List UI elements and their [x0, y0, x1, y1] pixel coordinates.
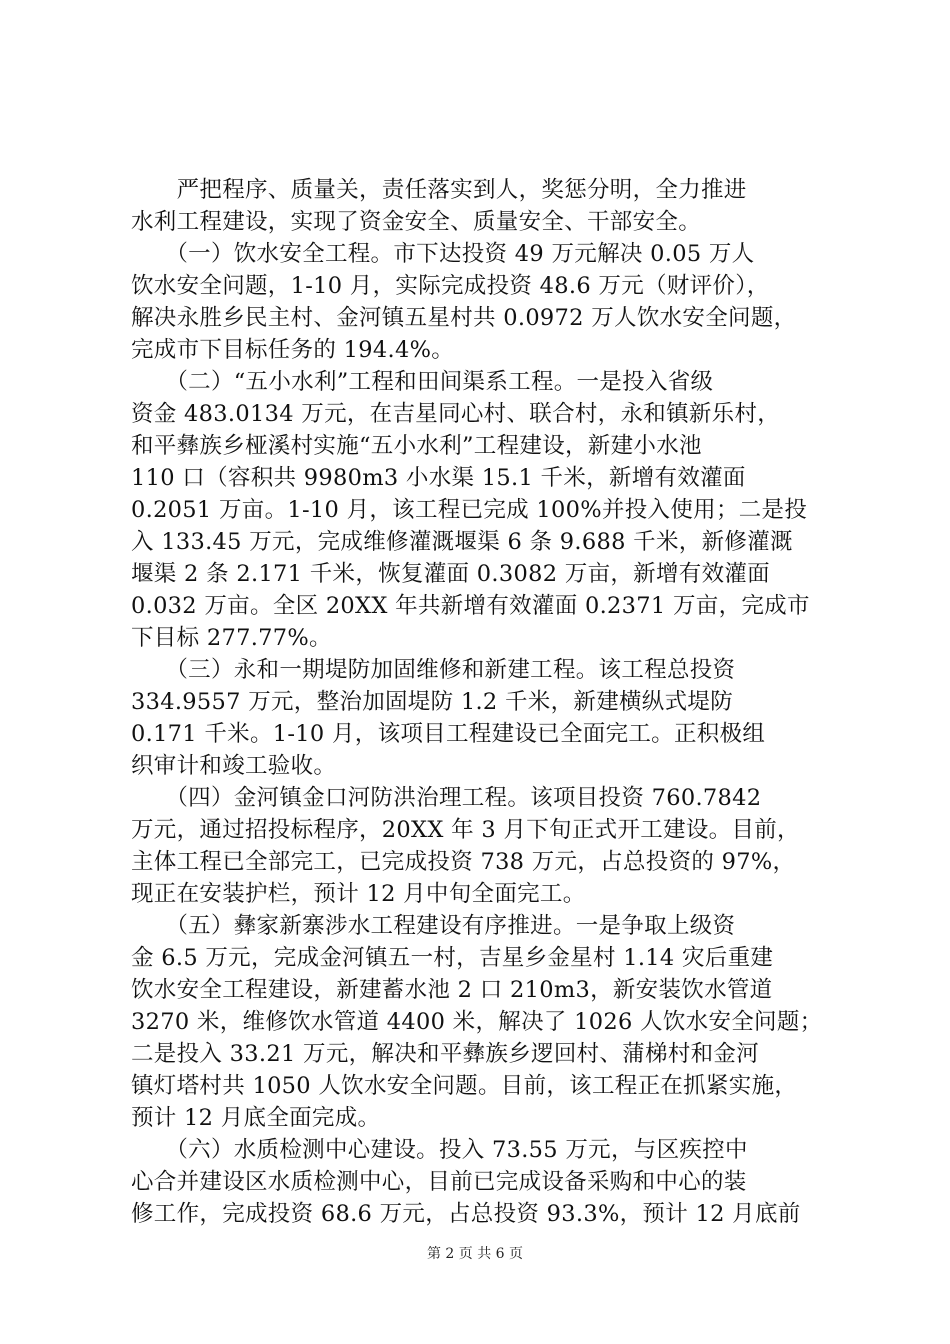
text-line: 和平彝族乡桠溪村实施“五小水利”工程建设，新建小水池	[131, 433, 702, 459]
text-line: 334.9557 万元，整治加固堤防 1.2 千米，新建横纵式堤防	[131, 689, 733, 715]
text-line: 饮水安全问题，1-10 月，实际完成投资 48.6 万元（财评价），	[131, 273, 770, 299]
text-line: （一）饮水安全工程。市下达投资 49 万元解决 0.05 万人	[131, 241, 755, 267]
text-line: 镇灯塔村共 1050 人饮水安全问题。目前，该工程正在抓紧实施，	[131, 1073, 798, 1099]
text-line: 堰渠 2 条 2.171 千米，恢复灌面 0.3082 万亩，新增有效灌面	[131, 561, 770, 587]
text-line: 预计 12 月底全面完成。	[131, 1105, 381, 1131]
text-line: 金 6.5 万元，完成金河镇五一村，吉星乡金星村 1.14 灾后重建	[131, 945, 774, 971]
text-line: 心合并建设区水质检测中心，目前已完成设备采购和中心的装	[131, 1169, 747, 1195]
text-line: 织审计和竣工验收。	[131, 753, 337, 779]
text-line: （五）彝家新寨涉水工程建设有序推进。一是争取上级资	[131, 913, 736, 939]
text-line: 110 口（容积共 9980m3 小水渠 15.1 千米，新增有效灌面	[131, 465, 746, 491]
text-line: 主体工程已全部完工，已完成投资 738 万元，占总投资的 97%，	[131, 849, 796, 875]
text-line: 3270 米，维修饮水管道 4400 米，解决了 1026 人饮水安全问题；	[131, 1009, 823, 1035]
document-body	[131, 174, 831, 1230]
text-line: 完成市下目标任务的 194.4%。	[131, 337, 455, 363]
text-line: 0.032 万亩。全区 20XX 年共新增有效灌面 0.2371 万亩，完成市	[131, 593, 810, 619]
text-line: 现正在安装护栏，预计 12 月中旬全面完工。	[131, 881, 586, 907]
text-line: （二）“五小水利”工程和田间渠系工程。一是投入省级	[131, 369, 714, 395]
text-line: 修工作，完成投资 68.6 万元，占总投资 93.3%，预计 12 月底前	[131, 1201, 801, 1227]
text-line: 入 133.45 万元，完成维修灌溉堰渠 6 条 9.688 千米，新修灌溉	[131, 529, 793, 555]
text-line: （四）金河镇金口河防洪治理工程。该项目投资 760.7842	[131, 785, 762, 811]
text-line: 万元，通过招投标程序，20XX 年 3 月下旬正式开工建设。目前，	[131, 817, 800, 843]
text-line: 0.171 千米。1-10 月，该项目工程建设已全面完工。正积极组	[131, 721, 766, 747]
text-line: 资金 483.0134 万元，在吉星同心村、联合村，永和镇新乐村，	[131, 401, 781, 427]
text-line: （三）永和一期堤防加固维修和新建工程。该工程总投资	[131, 657, 736, 683]
text-line: 二是投入 33.21 万元，解决和平彝族乡逻回村、蒲梯村和金河	[131, 1041, 760, 1067]
text-line: 饮水安全工程建设，新建蓄水池 2 口 210m3，新安装饮水管道	[131, 977, 773, 1003]
text-line: 解决永胜乡民主村、金河镇五星村共 0.0972 万人饮水安全问题，	[131, 305, 797, 331]
page-number-footer: 第 2 页 共 6 页	[426, 1246, 524, 1262]
text-line: 下目标 277.77%。	[131, 625, 332, 651]
text-line: （六）水质检测中心建设。投入 73.55 万元，与区疾控中	[131, 1137, 748, 1163]
text-line: 严把程序、质量关，责任落实到人，奖惩分明，全力推进	[131, 177, 747, 203]
text-line: 0.2051 万亩。1-10 月，该工程已完成 100%并投入使用；二是投	[131, 497, 808, 523]
text-line: 水利工程建设，实现了资金安全、质量安全、干部安全。	[131, 209, 702, 235]
